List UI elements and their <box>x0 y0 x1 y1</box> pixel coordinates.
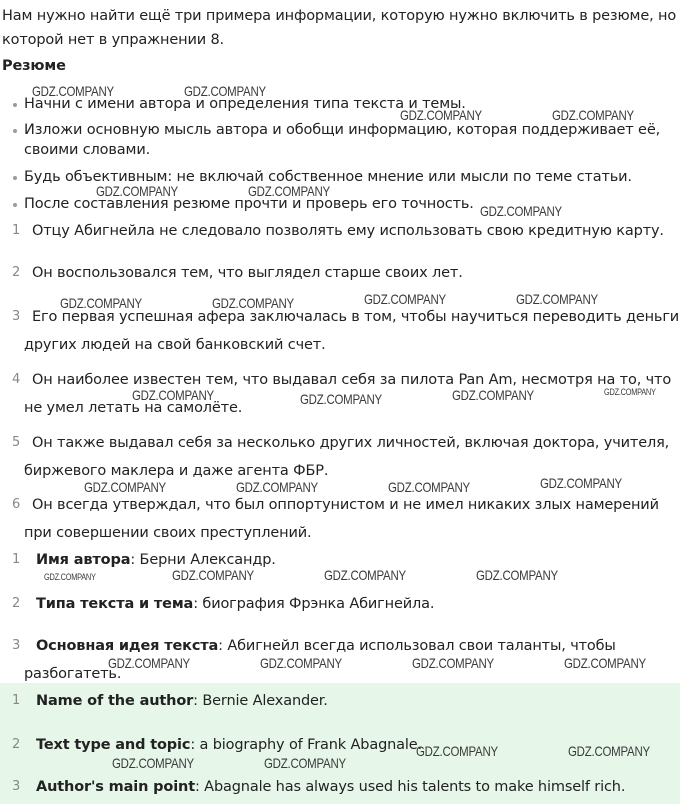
list-number: 3 <box>12 638 21 653</box>
bullet-item: Будь объективным: не включай собственное мнение или мысли по теме статьи. <box>24 169 632 185</box>
summary-ru-label: Имя автора <box>36 552 131 568</box>
watermark: GDZ.COMPANY <box>476 567 558 583</box>
bullet-item: Начни с имени автора и определения типа текста и темы. <box>24 96 466 112</box>
summary-en-text: : a biography of Frank Abagnale. <box>190 737 423 753</box>
watermark: GDZ.COMPANY <box>60 295 142 311</box>
summary-en-label: Name of the author <box>36 693 194 709</box>
list-number: 1 <box>12 693 21 708</box>
list-item: Он воспользовался тем, что выглядел старше своих лет. <box>32 265 463 281</box>
watermark: GDZ.COMPANY <box>400 107 482 123</box>
watermark: GDZ.COMPANY <box>480 203 562 219</box>
watermark: GDZ.COMPANY <box>452 387 534 403</box>
list-number: 2 <box>12 265 21 280</box>
summary-ru-label: Основная идея текста <box>36 638 219 654</box>
watermark: GDZ.COMPANY <box>568 743 650 759</box>
list-item-continuation: не умел летать на самолёте. <box>24 400 243 416</box>
bullet-dot <box>13 203 17 207</box>
summary-en-label: Author's main point <box>36 779 195 795</box>
watermark: GDZ.COMPANY <box>564 655 646 671</box>
bullet-dot <box>13 129 17 133</box>
list-number: 5 <box>12 435 21 450</box>
watermark: GDZ.COMPANY <box>172 567 254 583</box>
summary-en-item <box>36 735 422 755</box>
watermark: GDZ.COMPANY <box>248 183 330 199</box>
watermark: GDZ.COMPANY <box>516 291 598 307</box>
list-number: 3 <box>12 779 21 794</box>
list-item-continuation: при совершении своих преступлений. <box>24 525 312 541</box>
watermark: GDZ.COMPANY <box>184 83 266 99</box>
watermark: GDZ.COMPANY <box>32 83 114 99</box>
list-item: Он наиболее известен тем, что выдавал себя за пилота Pan Am, несмотря на то, что <box>32 372 672 388</box>
summary-ru-label: Типа текста и тема <box>36 596 194 612</box>
list-item: Отцу Абигнейла не следовало позволять ему использовать свою кредитную карту. <box>32 223 664 239</box>
bullet-item: После составления резюме прочти и проверь его точность. <box>24 196 474 212</box>
watermark: GDZ.COMPANY <box>108 655 190 671</box>
watermark: GDZ.COMPANY <box>44 572 96 582</box>
summary-en-item <box>36 691 328 711</box>
bullet-item-continuation: своими словами. <box>24 142 151 158</box>
summary-en-item <box>36 777 625 797</box>
list-item: Он также выдавал себя за несколько других личностей, включая доктора, учителя, <box>32 435 670 451</box>
list-number: 4 <box>12 372 21 387</box>
summary-ru-continuation: разбогатеть. <box>24 666 122 682</box>
watermark: GDZ.COMPANY <box>364 291 446 307</box>
summary-ru-item <box>36 594 434 614</box>
summary-en-label: Text type and topic <box>36 737 191 753</box>
bullet-dot <box>13 103 17 107</box>
summary-en-text: : Bernie Alexander. <box>193 693 328 709</box>
intro-line-1: Нам нужно найти ещё три примера информации, которую нужно включить в резюме, но <box>2 8 677 24</box>
section-heading: Резюме <box>2 58 66 74</box>
list-item: Он всегда утверждал, что был оппортунистом и не имел никаких злых намерений <box>32 497 659 513</box>
list-item-continuation: других людей на свой банковский счет. <box>24 337 326 353</box>
watermark: GDZ.COMPANY <box>96 183 178 199</box>
watermark: GDZ.COMPANY <box>604 387 656 397</box>
bullet-dot <box>13 176 17 180</box>
intro-line-2: которой нет в упражнении 8. <box>2 32 225 48</box>
list-item: Его первая успешная афера заключалась в том, чтобы научиться переводить деньги <box>32 309 680 325</box>
summary-ru-text: : Берни Александр. <box>130 552 276 568</box>
watermark: GDZ.COMPANY <box>132 387 214 403</box>
list-number: 1 <box>12 223 21 238</box>
watermark: GDZ.COMPANY <box>112 755 194 771</box>
bullet-item: Изложи основную мысль автора и обобщи информацию, которая поддерживает её, <box>24 122 661 138</box>
summary-en-text: : Abagnale has always used his talents to make himself rich. <box>194 779 626 795</box>
list-number: 2 <box>12 737 21 752</box>
watermark: GDZ.COMPANY <box>260 655 342 671</box>
watermark: GDZ.COMPANY <box>416 743 498 759</box>
list-number: 3 <box>12 309 21 324</box>
watermark: GDZ.COMPANY <box>84 479 166 495</box>
summary-ru-item <box>36 636 616 656</box>
list-number: 6 <box>12 497 21 512</box>
watermark: GDZ.COMPANY <box>212 295 294 311</box>
watermark: GDZ.COMPANY <box>264 755 346 771</box>
list-item-continuation: биржевого маклера и даже агента ФБР. <box>24 463 329 479</box>
watermark: GDZ.COMPANY <box>300 391 382 407</box>
watermark: GDZ.COMPANY <box>388 479 470 495</box>
watermark: GDZ.COMPANY <box>324 567 406 583</box>
watermark: GDZ.COMPANY <box>412 655 494 671</box>
list-number: 2 <box>12 596 21 611</box>
watermark: GDZ.COMPANY <box>236 479 318 495</box>
watermark: GDZ.COMPANY <box>540 475 622 491</box>
summary-ru-text: : Абигнейл всегда использовал свои таланты, чтобы <box>218 638 616 654</box>
summary-ru-text: : биография Фрэнка Абигнейла. <box>193 596 435 612</box>
list-number: 1 <box>12 552 21 567</box>
watermark: GDZ.COMPANY <box>552 107 634 123</box>
